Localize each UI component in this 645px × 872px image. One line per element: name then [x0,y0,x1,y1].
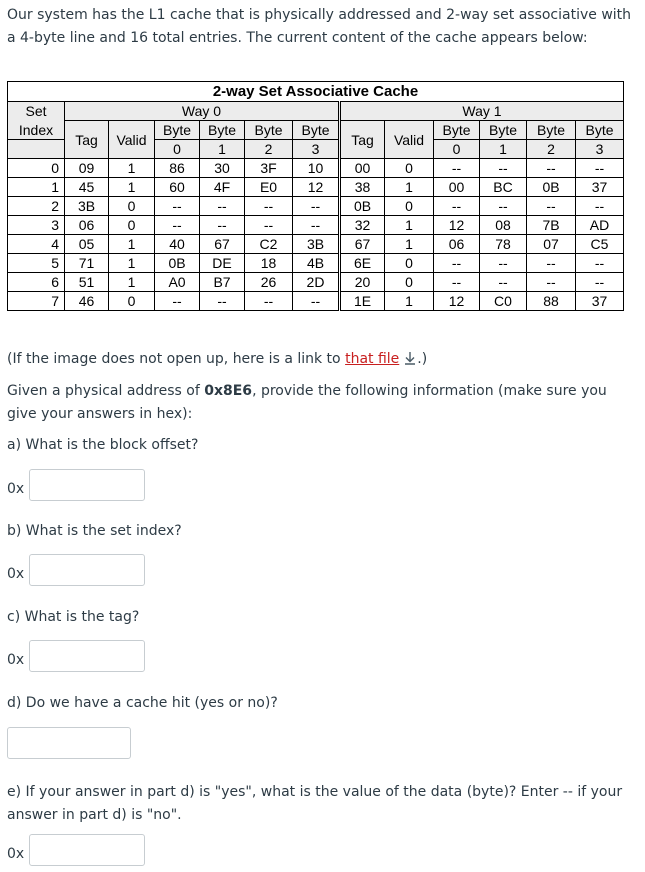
way1-byte-header: Byte [576,121,624,140]
way0-byte0-cell: 0B [155,254,200,273]
way1-valid-cell: 1 [385,292,434,311]
way1-tag-cell: 0B [340,197,385,216]
way0-tag-cell: 71 [65,254,109,273]
set-index-cell: 6 [8,273,65,292]
question-e: e) If your answer in part d) is "yes", what is the value of the data (byte)? Enter -- if your answer in part d) is "no". [7,784,623,823]
question-d: d) Do we have a cache hit (yes or no)? [7,695,278,711]
way1-byte3-cell: C5 [576,235,624,254]
table-row [8,254,624,273]
way0-tag-cell: 3B [65,197,109,216]
way1-valid-cell: 0 [385,254,434,273]
way0-byte-header: Byte [245,121,293,140]
question-a: a) What is the block offset? [7,437,199,453]
intro-text: Our system has the L1 cache that is physically addressed and 2-way set associative with a 4-byte line and 16 total entries. The current content of the cache appears below: [7,7,632,46]
way1-byte1-cell: -- [480,159,527,178]
way1-byte0-cell: -- [434,273,480,292]
way0-byte3-cell: 10 [293,159,340,178]
way0-byte1-cell: B7 [200,273,245,292]
set-label: Set [8,102,65,121]
way1-tag-cell: 38 [340,178,385,197]
way0-byte3-cell: -- [293,292,340,311]
way0-byte3-cell: -- [293,216,340,235]
byte-num: 0 [155,140,200,159]
way1-byte0-cell: -- [434,197,480,216]
way0-tag-cell: 45 [65,178,109,197]
way1-valid-cell: 1 [385,216,434,235]
way0-valid-cell: 1 [109,254,155,273]
way1-label: Way 1 [340,102,624,121]
way0-byte2-cell: 3F [245,159,293,178]
way0-byte0-cell: 86 [155,159,200,178]
table-row [8,273,624,292]
hex-prefix-b: 0x [7,566,25,582]
way1-tag-cell: 6E [340,254,385,273]
way1-byte0-cell: 06 [434,235,480,254]
way1-byte3-cell: AD [576,216,624,235]
answer-a-input[interactable] [29,469,145,501]
way1-tag-cell: 1E [340,292,385,311]
way0-byte0-cell: 60 [155,178,200,197]
way0-tag-cell: 09 [65,159,109,178]
set-index-cell: 1 [8,178,65,197]
way1-valid-cell: 1 [385,178,434,197]
way0-byte3-cell: 4B [293,254,340,273]
way1-tag-cell: 32 [340,216,385,235]
set-index-cell: 5 [8,254,65,273]
way1-byte1-cell: -- [480,197,527,216]
way1-tag-cell: 67 [340,235,385,254]
way0-byte2-cell: -- [245,216,293,235]
way1-valid-cell: 0 [385,273,434,292]
byte-num: 2 [245,140,293,159]
way0-valid-cell: 0 [109,216,155,235]
way0-label: Way 0 [65,102,340,121]
way0-valid-cell: 1 [109,273,155,292]
byte-num: 1 [480,140,527,159]
set-index-cell: 0 [8,159,65,178]
table-row [8,159,624,178]
table-row [8,292,624,311]
byte-num: 1 [200,140,245,159]
way0-tag-cell: 05 [65,235,109,254]
way0-byte1-cell: DE [200,254,245,273]
file-link[interactable]: that file [345,351,400,367]
way1-byte-header: Byte [434,121,480,140]
way0-byte-header: Byte [155,121,200,140]
way0-byte1-cell: 67 [200,235,245,254]
way0-byte-header: Byte [200,121,245,140]
way1-byte3-cell: -- [576,197,624,216]
way0-byte1-cell: 30 [200,159,245,178]
set-index-cell: 3 [8,216,65,235]
byte-num: 0 [434,140,480,159]
way1-byte0-cell: -- [434,159,480,178]
way1-byte3-cell: -- [576,254,624,273]
way0-byte3-cell: -- [293,197,340,216]
given-text [7,380,635,426]
way0-byte3-cell: 12 [293,178,340,197]
way0-valid-header: Valid [109,121,155,159]
way1-tag-header: Tag [340,121,385,159]
byte-num: 2 [527,140,576,159]
way0-valid-cell: 0 [109,197,155,216]
way0-valid-cell: 1 [109,178,155,197]
way1-byte0-cell: 12 [434,216,480,235]
link-suffix: .) [417,351,428,367]
way0-byte0-cell: A0 [155,273,200,292]
way0-byte1-cell: -- [200,216,245,235]
way1-tag-cell: 00 [340,159,385,178]
set-index-cell: 7 [8,292,65,311]
way0-byte3-cell: 2D [293,273,340,292]
answer-b-input[interactable] [29,554,145,586]
way1-byte1-cell: BC [480,178,527,197]
way1-tag-cell: 20 [340,273,385,292]
byte-num: 3 [576,140,624,159]
way0-tag-cell: 06 [65,216,109,235]
way0-byte0-cell: -- [155,216,200,235]
way1-byte1-cell: 78 [480,235,527,254]
index-spacer [8,140,65,159]
way1-byte3-cell: 37 [576,292,624,311]
way0-byte2-cell: 18 [245,254,293,273]
way0-byte0-cell: -- [155,292,200,311]
set-index-cell: 2 [8,197,65,216]
way0-tag-cell: 51 [65,273,109,292]
way0-byte2-cell: -- [245,292,293,311]
way1-byte2-cell: 7B [527,216,576,235]
way1-valid-cell: 0 [385,159,434,178]
way1-byte-header: Byte [480,121,527,140]
way0-byte0-cell: -- [155,197,200,216]
way1-valid-cell: 0 [385,197,434,216]
way0-tag-header: Tag [65,121,109,159]
table-row [8,197,624,216]
way0-byte2-cell: C2 [245,235,293,254]
table-title: 2-way Set Associative Cache [8,82,624,102]
byte-num: 3 [293,140,340,159]
way1-byte2-cell: 0B [527,178,576,197]
way1-byte2-cell: -- [527,273,576,292]
download-icon[interactable] [403,350,417,373]
way1-byte3-cell: -- [576,159,624,178]
way0-byte1-cell: -- [200,197,245,216]
answer-d-input[interactable] [7,727,131,759]
way1-byte1-cell: -- [480,254,527,273]
way1-byte-header: Byte [527,121,576,140]
way1-byte3-cell: 37 [576,178,624,197]
way0-valid-cell: 0 [109,292,155,311]
way0-byte0-cell: 40 [155,235,200,254]
way0-tag-cell: 46 [65,292,109,311]
way1-byte2-cell: 07 [527,235,576,254]
answer-c-input[interactable] [29,640,145,672]
way1-byte1-cell: -- [480,273,527,292]
way1-byte1-cell: 08 [480,216,527,235]
way1-valid-cell: 1 [385,235,434,254]
way1-byte2-cell: 88 [527,292,576,311]
question-b: b) What is the set index? [7,523,182,539]
way1-valid-header: Valid [385,121,434,159]
answer-e-input[interactable] [29,834,145,866]
question-c: c) What is the tag? [7,609,140,625]
given-before: Given a physical address of [7,383,205,399]
way1-byte1-cell: C0 [480,292,527,311]
way1-byte0-cell: 00 [434,178,480,197]
way0-byte2-cell: -- [245,197,293,216]
hex-prefix-e: 0x [7,846,25,862]
way0-byte-header: Byte [293,121,340,140]
set-index-cell: 4 [8,235,65,254]
hex-prefix-c: 0x [7,652,25,668]
physical-address: 0x8E6 [204,383,253,399]
way1-byte3-cell: -- [576,273,624,292]
link-line [7,348,427,373]
way1-byte2-cell: -- [527,159,576,178]
hex-prefix-a: 0x [7,481,25,497]
way1-byte2-cell: -- [527,197,576,216]
way1-byte0-cell: -- [434,254,480,273]
given-after: , provide the following information (make sure you give your answers in hex): [7,383,607,422]
way0-byte2-cell: E0 [245,178,293,197]
table-row [8,178,624,197]
table-row [8,216,624,235]
way0-valid-cell: 1 [109,235,155,254]
way0-byte3-cell: 3B [293,235,340,254]
way1-byte0-cell: 12 [434,292,480,311]
table-row [8,235,624,254]
cache-table [7,81,624,311]
way1-byte2-cell: -- [527,254,576,273]
way0-byte1-cell: 4F [200,178,245,197]
way0-byte2-cell: 26 [245,273,293,292]
link-prefix: (If the image does not open up, here is a link to [7,351,346,367]
way0-byte1-cell: -- [200,292,245,311]
index-label: Index [8,121,65,140]
way0-valid-cell: 1 [109,159,155,178]
